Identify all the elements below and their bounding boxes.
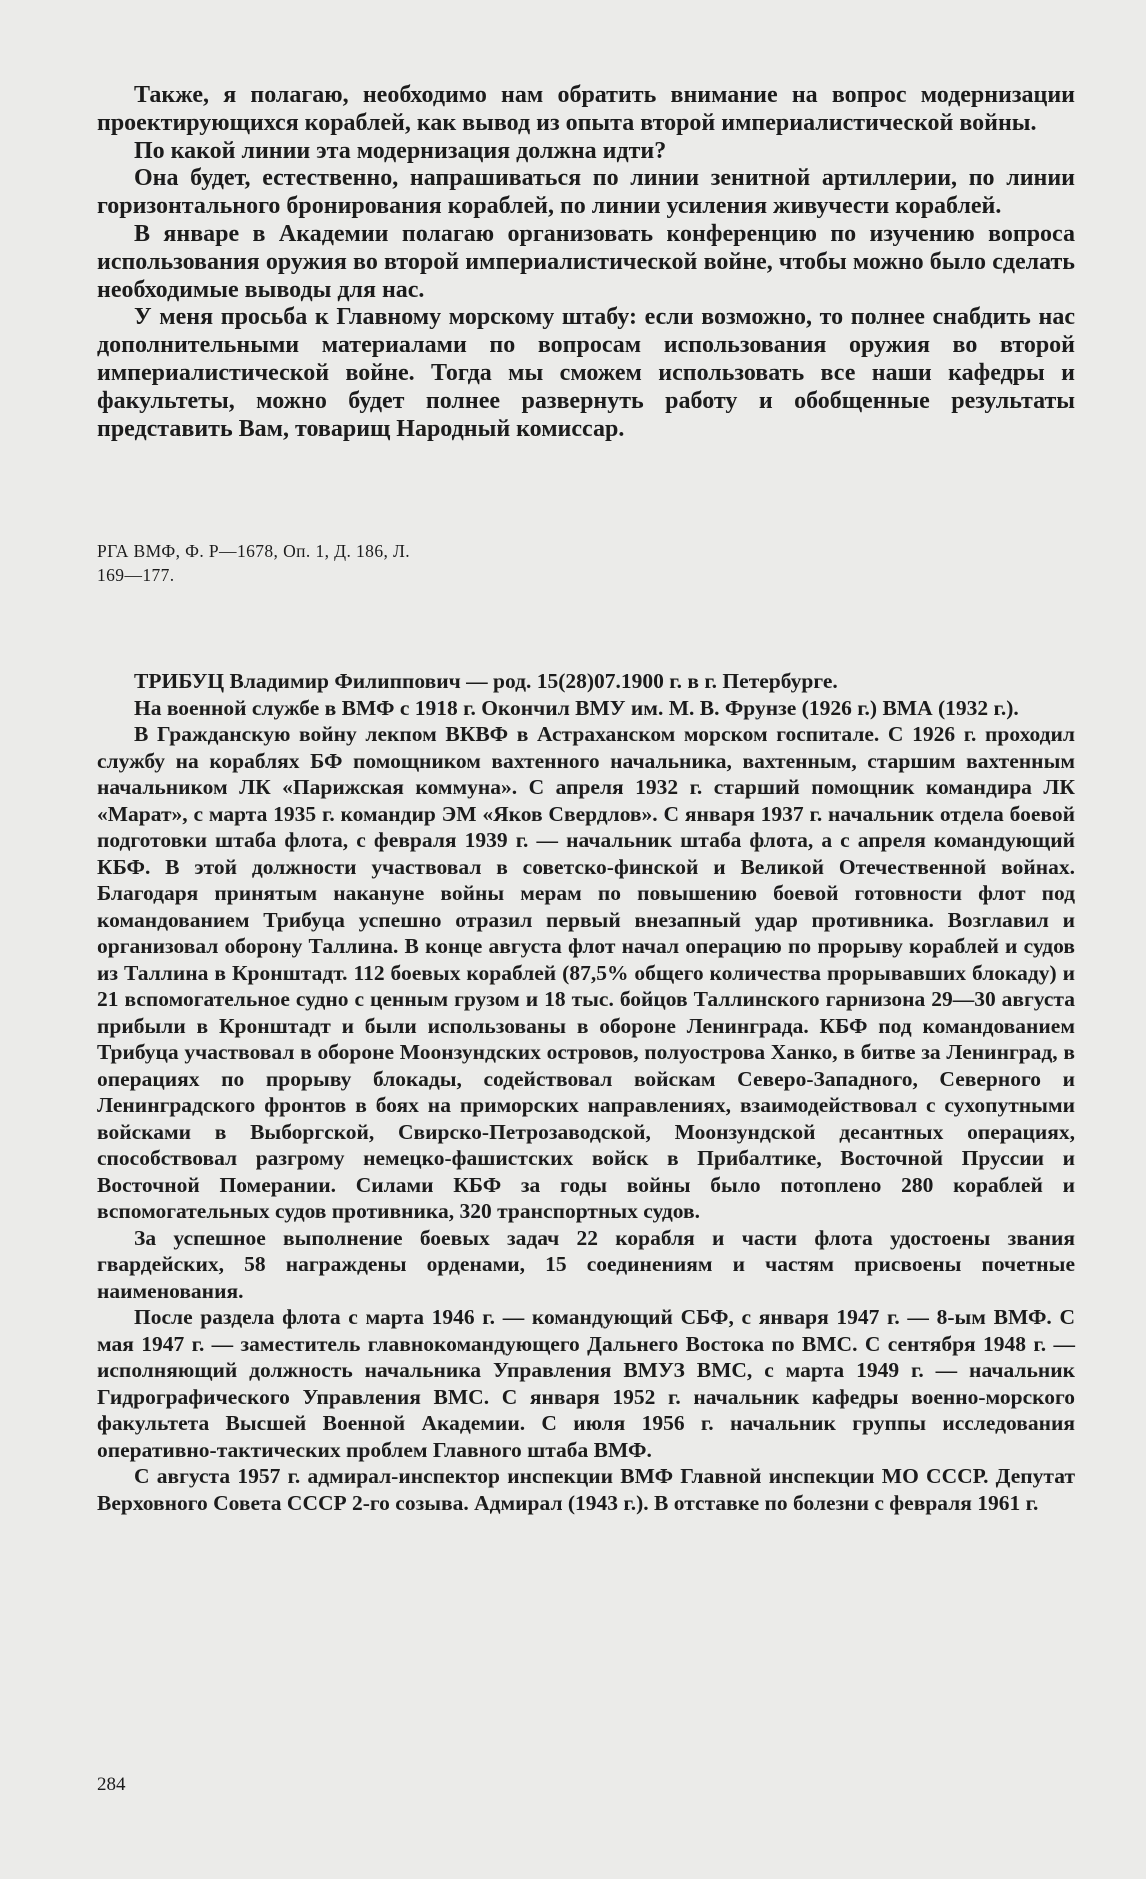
source-line: РГА ВМФ, Ф. Р—1678, Оп. 1, Д. 186, Л. (97, 541, 411, 561)
paragraph: По какой линии эта модернизация должна идти? (134, 137, 667, 164)
source-line: 169—177. (97, 565, 175, 585)
paragraph: Она будет, естественно, напрашиваться по линии зенитной артиллерии, по линии горизонтального бронирования кораблей, по линии усиления живучести кораблей. (97, 165, 1075, 220)
paragraph: С августа 1957 г. адмирал-инспектор инспекции ВМФ Главной инспекции МО СССР. Депутат Верховного Совета СССР 2-го созыва. Адмирал (1943 г.). В отставке по болезни с февраля 1961 г. (97, 1464, 1075, 1515)
paragraph: Также, я полагаю, необходимо нам обратить внимание на вопрос модернизации проектирующихся кораблей, как вывод из опыта второй империалистической войны. (97, 82, 1075, 136)
archive-source-reference (97, 539, 557, 587)
page-number: 284 (97, 1774, 126, 1795)
paragraph: На военной службе в ВМФ с 1918 г. Окончил ВМУ им. М. В. Фрунзе (1926 г.) ВМА (1932 г.). (134, 695, 1019, 720)
paragraph: После раздела флота с марта 1946 г. — командующий СБФ, с января 1947 г. — 8-ым ВМФ. С мая 1947 г. — заместитель главнокомандующего Дальнего Востока по ВМС. С сентября 1948 г. — исполняющий должность начальника Управления ВМУЗ ВМС, с марта 1949 г. — начальник Гидрографического Управления ВМС. С января 1952 г. начальник кафедры военно-морского факультета Высшей Военной Академии. С июля 1956 г. начальник группы исследования оперативно-тактических проблем Главного штаба ВМФ. (97, 1305, 1075, 1462)
paragraph: У меня просьба к Главному морскому штабу: если возможно, то полнее снабдить нас дополнительными материалами по вопросам использования оружия во второй империалистической войне. Тогда мы сможем использовать все наши кафедры и факультеты, можно будет полнее развернуть работу и обобщенные результаты представить Вам, товарищ Народный комиссар. (97, 304, 1075, 442)
biography-heading: ТРИБУЦ Владимир Филиппович — род. 15(28)07.1900 г. в г. Петербурге. (134, 669, 838, 693)
paragraph: За успешное выполнение боевых задач 22 корабля и части флота удостоены звания гвардейских, 58 награждены орденами, 15 соединениям и частям присвоены почетные наименования. (97, 1225, 1075, 1303)
speech-text (97, 82, 1075, 443)
paragraph: В Гражданскую войну лекпом ВКВФ в Астраханском морском госпитале. С 1926 г. проходил службу на кораблях БФ помощником вахтенного начальника, вахтенным, старшим вахтенным начальником ЛК «Парижская коммуна». С апреля 1932 г. старший помощник командира ЛК «Марат», с марта 1935 г. командир ЭМ «Яков Свердлов». С января 1937 г. начальник отдела боевой подготовки штаба флота, с февраля 1939 г. — начальник штаба флота, а с апреля командующий КБФ. В этой должности участвовал в советско-финской и Великой Отечественной войнах. Благодаря принятым накануне войны мерам по повышению боевой готовности флот под командованием Трибуца успешно отразил первый внезапный удар противника. Возглавил и организовал оборону Таллина. В конце августа флот начал операцию по прорыву кораблей и судов из Таллина в Кронштадт. 112 боевых кораблей (87,5% общего количества прорывавших блокаду) и 21 вспомогательное судно с ценным грузом и 18 тыс. бойцов Таллинского гарнизона 29—30 августа прибыли в Кронштадт и были использованы в обороне Ленинграда. КБФ под командованием Трибуца участвовал в обороне Моонзундских островов, полуострова Ханко, в битве за Ленинград, в операциях по прорыву блокады, содействовал войскам Северо-Западного, Северного и Ленинградского фронтов в боях на приморских направлениях, взаимодействовал с сухопутными войсками в Выборгской, Свирско-Петрозаводской, Моонзундской десантных операциях, способствовал разгрому немецко-фашистских войск в Прибалтике, Восточной Пруссии и Восточной Померании. Силами КБФ за годы войны было потоплено 280 кораблей и вспомогательных судов противника, 320 транспортных судов. (97, 722, 1075, 1223)
biography-text (97, 668, 1075, 1516)
paragraph: В январе в Академии полагаю организовать конференцию по изучению вопроса использования оружия во второй империалистической войне, чтобы можно было сделать необходимые выводы для нас. (97, 220, 1075, 303)
